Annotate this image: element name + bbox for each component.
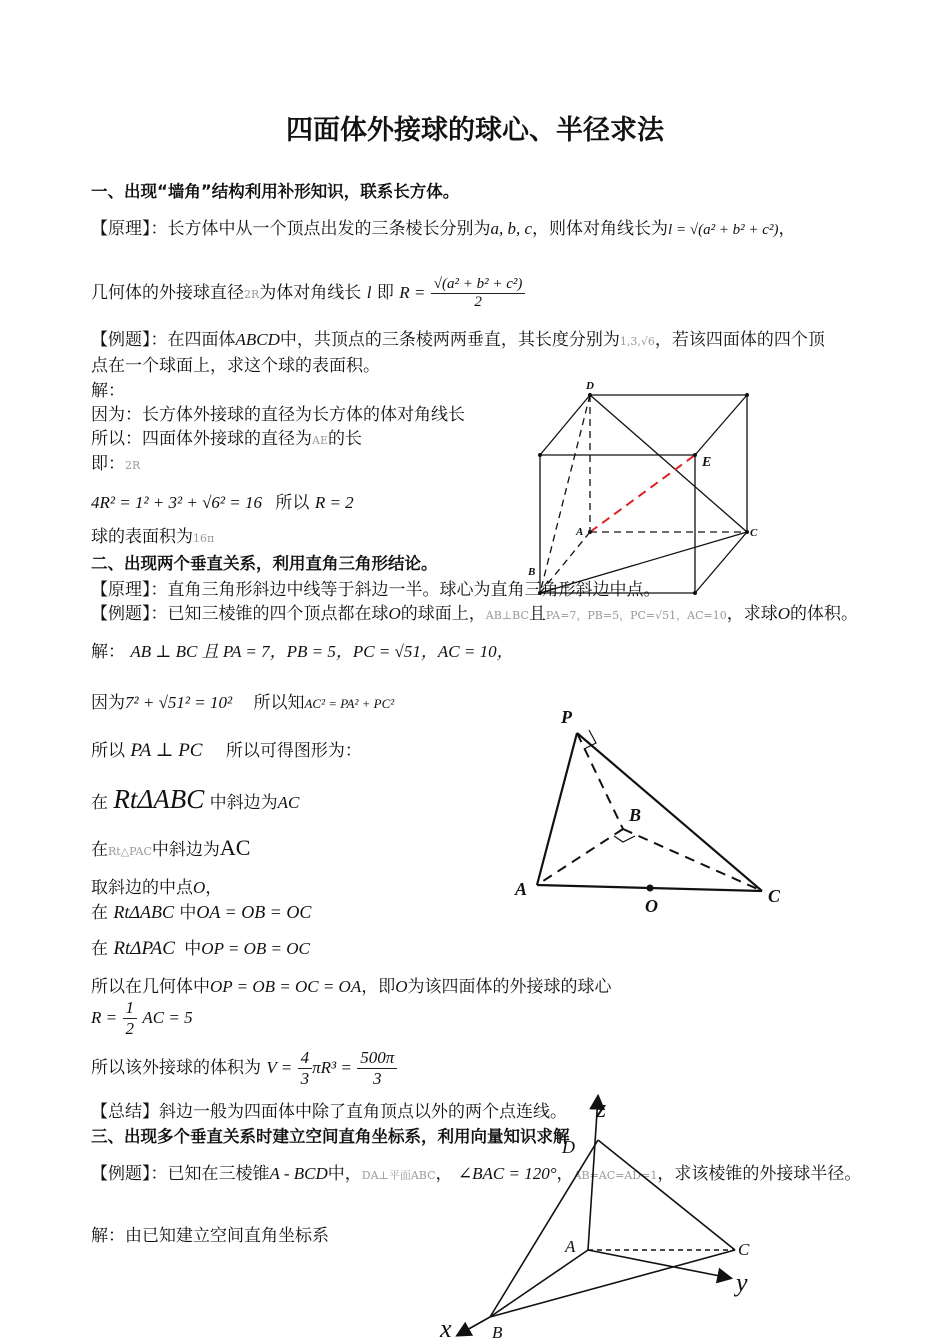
principle-text2: ，则体对角线长为 bbox=[532, 219, 669, 239]
sol2-so: 所以 bbox=[91, 741, 125, 761]
solution-eq bbox=[91, 488, 354, 513]
cube-figure bbox=[520, 375, 775, 600]
coord-label-y: y bbox=[736, 1268, 748, 1297]
section3-example: 【例题】：已知在三棱锥A - BCD中，DA⊥平面ABC， ∠BAC = 120°，AB=AC=AD=1，求该棱锥的外接球半径。 bbox=[91, 1164, 862, 1184]
coord-label-a: A bbox=[565, 1237, 576, 1256]
sol2-mid4: 中 bbox=[184, 939, 202, 959]
principle2-label: 【原理】 bbox=[91, 580, 151, 600]
sol2-eq4: OP = OB = OC bbox=[201, 939, 310, 958]
coord-label-d: D bbox=[562, 1137, 575, 1157]
sol2-in2: 在 bbox=[91, 840, 108, 860]
tetra-edge-dc bbox=[590, 395, 747, 532]
pyr-label-c: C bbox=[768, 886, 781, 906]
sol2-mid: 取斜边的中点 bbox=[91, 878, 193, 898]
sol2-eq3: OA = OB = OC bbox=[196, 902, 312, 922]
solution-line2b: 的长 bbox=[327, 429, 362, 449]
section2-principle bbox=[91, 575, 661, 600]
sol2-given: AB ⊥ BC 且 PA = 7，PB = 5，PC = √51，AC = 10， bbox=[130, 642, 514, 661]
sol2-vol-mid: πR³ = bbox=[312, 1058, 352, 1077]
section2-sol-given bbox=[91, 637, 514, 662]
summary-text: 斜边一般为四面体中除了直角顶点以外的两个点连线。 bbox=[159, 1102, 567, 1122]
example2-text5: 的体积。 bbox=[790, 604, 859, 624]
sol2-mid3: 中 bbox=[179, 903, 197, 923]
section2-mid: 取斜边的中点O， bbox=[91, 878, 223, 898]
coord-label-c: C bbox=[738, 1240, 750, 1259]
principle2-text: ：直角三角形斜边中线等于斜边一半。球心为直角三角形斜边中点。 bbox=[150, 580, 661, 600]
example-text: ：在四面体 bbox=[150, 330, 236, 350]
solution-label: 解： bbox=[91, 381, 125, 401]
example2-text4: ，求球 bbox=[726, 604, 778, 624]
example-name: ABCD bbox=[235, 330, 280, 349]
section2-because bbox=[91, 688, 394, 713]
section2-radius: R = $\frac{1}{2}$ AC = 5 bbox=[91, 998, 193, 1038]
summary-label: 【总结】 bbox=[91, 1102, 159, 1122]
sol2-in3: 在 bbox=[91, 903, 108, 923]
sol2-ac: AC bbox=[277, 793, 300, 812]
solution-eq-formula: 4R² = 1² + 3² + √6² = 16 bbox=[91, 493, 262, 512]
principle-text: ：长方体中从一个顶点出发的三条棱长分别为 bbox=[150, 219, 491, 239]
coord-label-z: z bbox=[596, 1094, 607, 1123]
sol2-conc-c: 为该四面体的外接球的球心 bbox=[407, 977, 612, 997]
example2-text: ：已知三棱锥的四个顶点都在球 bbox=[150, 604, 389, 624]
sol2-rt4: RtΔPAC bbox=[113, 938, 175, 959]
solution-line2: 所以：四面体外接球的直径为AE的长 bbox=[91, 429, 362, 449]
cube-edge bbox=[695, 395, 747, 455]
solution-line5-text: 球的表面积为 bbox=[91, 527, 193, 547]
edge-bc3 bbox=[490, 1250, 735, 1317]
sol2-hyp2: 中斜边为 bbox=[151, 840, 220, 860]
section2-volume: 所以该外接球的体积为 V = $\frac{4}{3}$ πR³ = $\frac{500\pi}{3}$ bbox=[91, 1048, 397, 1089]
section1-example-line2: 点在一个球面上，求这个球的表面积。 bbox=[91, 356, 380, 376]
section1-heading: 一、出现“墙角”结构利用补形知识，联系长方体。 bbox=[91, 182, 460, 201]
section2-heading: 二、出现两个垂直关系，利用直角三角形结论。 bbox=[91, 554, 438, 573]
example3-text2: 中， bbox=[327, 1164, 362, 1184]
coord-label-b: B bbox=[492, 1323, 503, 1342]
section2-conclusion bbox=[91, 972, 612, 997]
principle-line2b: 为体对角线长 bbox=[259, 283, 362, 303]
example-text2: 中，共顶点的三条棱两两垂直，其长度分别为 bbox=[279, 330, 620, 350]
section2-in4 bbox=[91, 934, 310, 960]
section1-principle-line2: 几何体的外接球直径2R为体对角线长 l 即 R = $\frac{\text{√(a² + b² + c²)}}{2}$ bbox=[91, 276, 525, 311]
section3-heading: 三、出现多个垂直关系时建立空间直角坐标系，利用向量知识求解 bbox=[91, 1127, 570, 1146]
cube-label-e: E bbox=[702, 455, 712, 470]
example2-text2: 的球面上， bbox=[400, 604, 486, 624]
example2-text3: 且 bbox=[528, 604, 546, 624]
example2-o: O bbox=[388, 604, 401, 623]
page-title: 四面体外接球的球心、半径求法 bbox=[286, 115, 664, 146]
sol2-in4: 在 bbox=[91, 939, 108, 959]
example-label: 【例题】 bbox=[91, 330, 151, 350]
edge-bc bbox=[623, 829, 762, 891]
x-axis-arrow bbox=[458, 1317, 490, 1335]
pyr-label-p: P bbox=[561, 707, 572, 727]
sol2-conc-eq: OP = OB = OC = OA bbox=[210, 977, 362, 996]
sol2-ac2: AC bbox=[219, 835, 251, 860]
edge-dc bbox=[598, 1140, 735, 1250]
sol2-rt-abc: RtΔABC bbox=[113, 784, 205, 814]
cube-label-b: B bbox=[528, 566, 536, 578]
radius-fraction: $\frac{\text{√(a² + b² + c²)}}{2}$ bbox=[431, 276, 526, 311]
red-diagonal-ae bbox=[590, 455, 695, 532]
solution-line3: 即：2R bbox=[91, 454, 141, 474]
principle-formula: l = √(a² + b² + c²) bbox=[668, 222, 779, 238]
y-axis bbox=[588, 1250, 730, 1278]
coordinate-figure bbox=[430, 1085, 770, 1344]
sol2-vol-v: V = bbox=[266, 1058, 293, 1077]
solution-eq-so: 所以 bbox=[275, 493, 310, 513]
pyr-label-o: O bbox=[645, 896, 658, 916]
sol2-in: 在 bbox=[91, 793, 108, 813]
principle-line2: 几何体的外接球直径 bbox=[91, 283, 244, 303]
solution-eq-r: R = 2 bbox=[314, 493, 354, 512]
sol2-vol: 所以该外接球的体积为 bbox=[91, 1058, 261, 1078]
edge-pa bbox=[537, 733, 577, 885]
sol2-so-eq: PA ⊥ PC bbox=[130, 740, 203, 761]
section3-solution: 解：由已知建立空间直角坐标系 bbox=[91, 1226, 329, 1246]
principle-var-l: l bbox=[366, 283, 372, 302]
cube-label-a: A bbox=[576, 526, 584, 538]
example2-label: 【例题】 bbox=[91, 604, 151, 624]
section2-in-rt2: 在Rt△PAC中斜边为AC bbox=[91, 835, 251, 860]
pyramid-figure bbox=[505, 705, 790, 920]
principle-label: 【原理】 bbox=[91, 219, 151, 239]
edge-pb bbox=[577, 733, 623, 829]
section1-example: 【例题】：在四面体ABCD中，共顶点的三条棱两两垂直，其长度分别为1,3,√6，若该四面体的四个顶 bbox=[91, 330, 825, 350]
example3-text: ：已知在三棱锥 bbox=[150, 1164, 270, 1184]
sol2-because-eq: 7² + √51² = 10² bbox=[125, 693, 233, 712]
sol2-hyp: 中斜边为 bbox=[209, 793, 278, 813]
sol2-r-lhs: R = bbox=[91, 1008, 118, 1027]
sol2-rt3: RtΔABC bbox=[113, 902, 174, 922]
sol2-conc-a: 所以在几何体中 bbox=[91, 977, 210, 997]
section2-example: 【例题】：已知三棱锥的四个顶点都在球O的球面上，AB⊥BC且PA=7，PB=5，PC=√51，AC=10，求球O的体积。 bbox=[91, 604, 859, 624]
pyr-label-b: B bbox=[629, 805, 642, 825]
sol2-mid-o: O bbox=[193, 878, 206, 897]
sol2-r-rhs: AC = 5 bbox=[142, 1008, 193, 1027]
cube-label-c: C bbox=[750, 527, 758, 539]
example3-name: A - BCD bbox=[269, 1164, 328, 1183]
sol2-so-know-eq: AC² = PA² + PC² bbox=[304, 696, 395, 711]
example3-text3: ，求该棱锥的外接球半径。 bbox=[657, 1164, 862, 1184]
cube-edge bbox=[695, 532, 747, 593]
sol2-conc-b: ，即 bbox=[361, 977, 396, 997]
example-text3: ，若该四面体的四个顶 bbox=[654, 330, 825, 350]
sol2-label: 解： bbox=[91, 642, 125, 662]
principle-line2c: 即 bbox=[376, 283, 394, 303]
coord-label-x: x bbox=[440, 1314, 452, 1343]
example3-angle: ∠BAC = 120° bbox=[457, 1164, 557, 1183]
edge-pc bbox=[577, 733, 762, 891]
sol2-so-fig: 所以可得图形为： bbox=[225, 741, 362, 761]
right-angle-b bbox=[614, 836, 635, 842]
solution-line5: 球的表面积为16π bbox=[91, 527, 215, 547]
edge-bd bbox=[490, 1140, 598, 1317]
midpoint-o bbox=[647, 885, 654, 892]
example3-label: 【例题】 bbox=[91, 1164, 151, 1184]
sol2-because: 因为 bbox=[91, 693, 125, 713]
solution-line1: 因为：长方体外接球的直径为长方体的体对角线长 bbox=[91, 405, 465, 425]
cube-label-d: D bbox=[586, 380, 594, 392]
example2-o2: O bbox=[777, 604, 791, 623]
section2-in-rt bbox=[91, 784, 299, 815]
solution-line2a: 所以：四面体外接球的直径为 bbox=[91, 429, 312, 449]
section2-in3 bbox=[91, 898, 311, 923]
x-axis bbox=[490, 1250, 588, 1317]
section2-so bbox=[91, 736, 362, 762]
principle-vars: a, b, c bbox=[490, 219, 533, 238]
sol2-so-know: 所以知 bbox=[253, 693, 305, 713]
pyr-label-a: A bbox=[515, 879, 528, 899]
sol2-conc-o: O bbox=[395, 977, 408, 996]
solution-line3-label: 即： bbox=[91, 454, 125, 474]
section1-principle: 【原理】：长方体中从一个顶点出发的三条棱长分别为a, b, c，则体对角线长为l = √(a² + b² + c²)， bbox=[91, 219, 796, 239]
